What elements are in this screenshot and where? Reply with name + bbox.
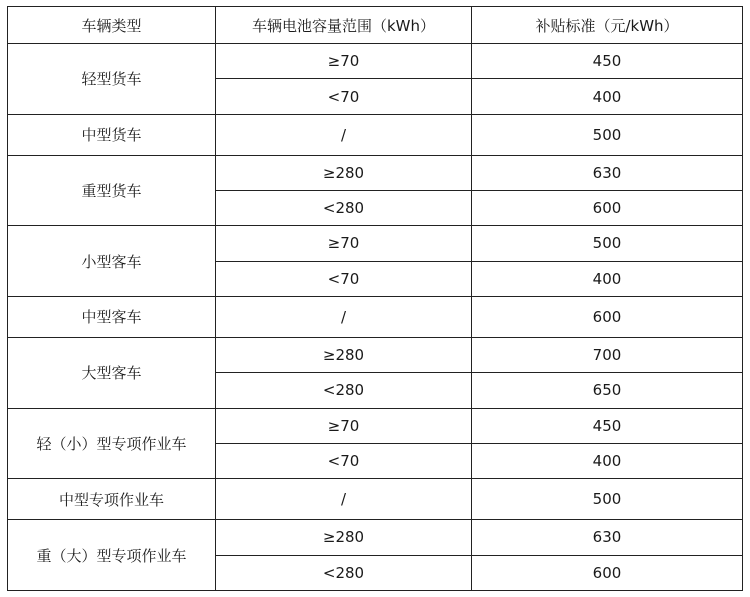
subsidy-cell: 650 [472,373,743,408]
table-row [8,479,743,520]
table-row [8,337,743,372]
battery-range-cell: ≥280 [216,155,472,190]
battery-range-cell: <280 [216,190,472,225]
subsidy-table [7,6,743,591]
vehicle-type-cell: 中型客车 [8,296,216,337]
vehicle-type-cell: 中型货车 [8,114,216,155]
battery-range-cell: / [216,114,472,155]
subsidy-cell: 630 [472,520,743,555]
table-row [8,226,743,261]
vehicle-type-cell: 重型货车 [8,155,216,226]
battery-range-cell: / [216,296,472,337]
subsidy-cell: 500 [472,226,743,261]
subsidy-cell: 600 [472,296,743,337]
subsidy-cell: 450 [472,44,743,79]
subsidy-cell: 400 [472,443,743,478]
table-row [8,114,743,155]
vehicle-type-cell: 小型客车 [8,226,216,297]
subsidy-cell: 500 [472,479,743,520]
table-row [8,296,743,337]
battery-range-cell: <280 [216,555,472,590]
battery-range-cell: <70 [216,261,472,296]
battery-range-cell: ≥70 [216,226,472,261]
battery-range-cell: ≥280 [216,520,472,555]
subsidy-cell: 600 [472,190,743,225]
vehicle-type-cell: 轻（小）型专项作业车 [8,408,216,479]
table-row [8,520,743,555]
table-row [8,155,743,190]
battery-range-cell: <70 [216,79,472,114]
subsidy-cell: 500 [472,114,743,155]
header-subsidy-standard: 补贴标准（元/kWh） [472,7,743,44]
battery-range-cell: <70 [216,443,472,478]
header-battery-range: 车辆电池容量范围（kWh） [216,7,472,44]
battery-range-cell: / [216,479,472,520]
battery-range-cell: <280 [216,373,472,408]
subsidy-cell: 630 [472,155,743,190]
vehicle-type-cell: 轻型货车 [8,44,216,115]
vehicle-type-cell: 大型客车 [8,337,216,408]
battery-range-cell: ≥70 [216,408,472,443]
subsidy-cell: 450 [472,408,743,443]
battery-range-cell: ≥70 [216,44,472,79]
vehicle-type-cell: 中型专项作业车 [8,479,216,520]
header-vehicle-type: 车辆类型 [8,7,216,44]
vehicle-type-cell: 重（大）型专项作业车 [8,520,216,591]
table-row [8,408,743,443]
subsidy-cell: 400 [472,261,743,296]
header-row [8,7,743,44]
subsidy-cell: 700 [472,337,743,372]
table-row [8,44,743,79]
subsidy-cell: 600 [472,555,743,590]
subsidy-cell: 400 [472,79,743,114]
battery-range-cell: ≥280 [216,337,472,372]
